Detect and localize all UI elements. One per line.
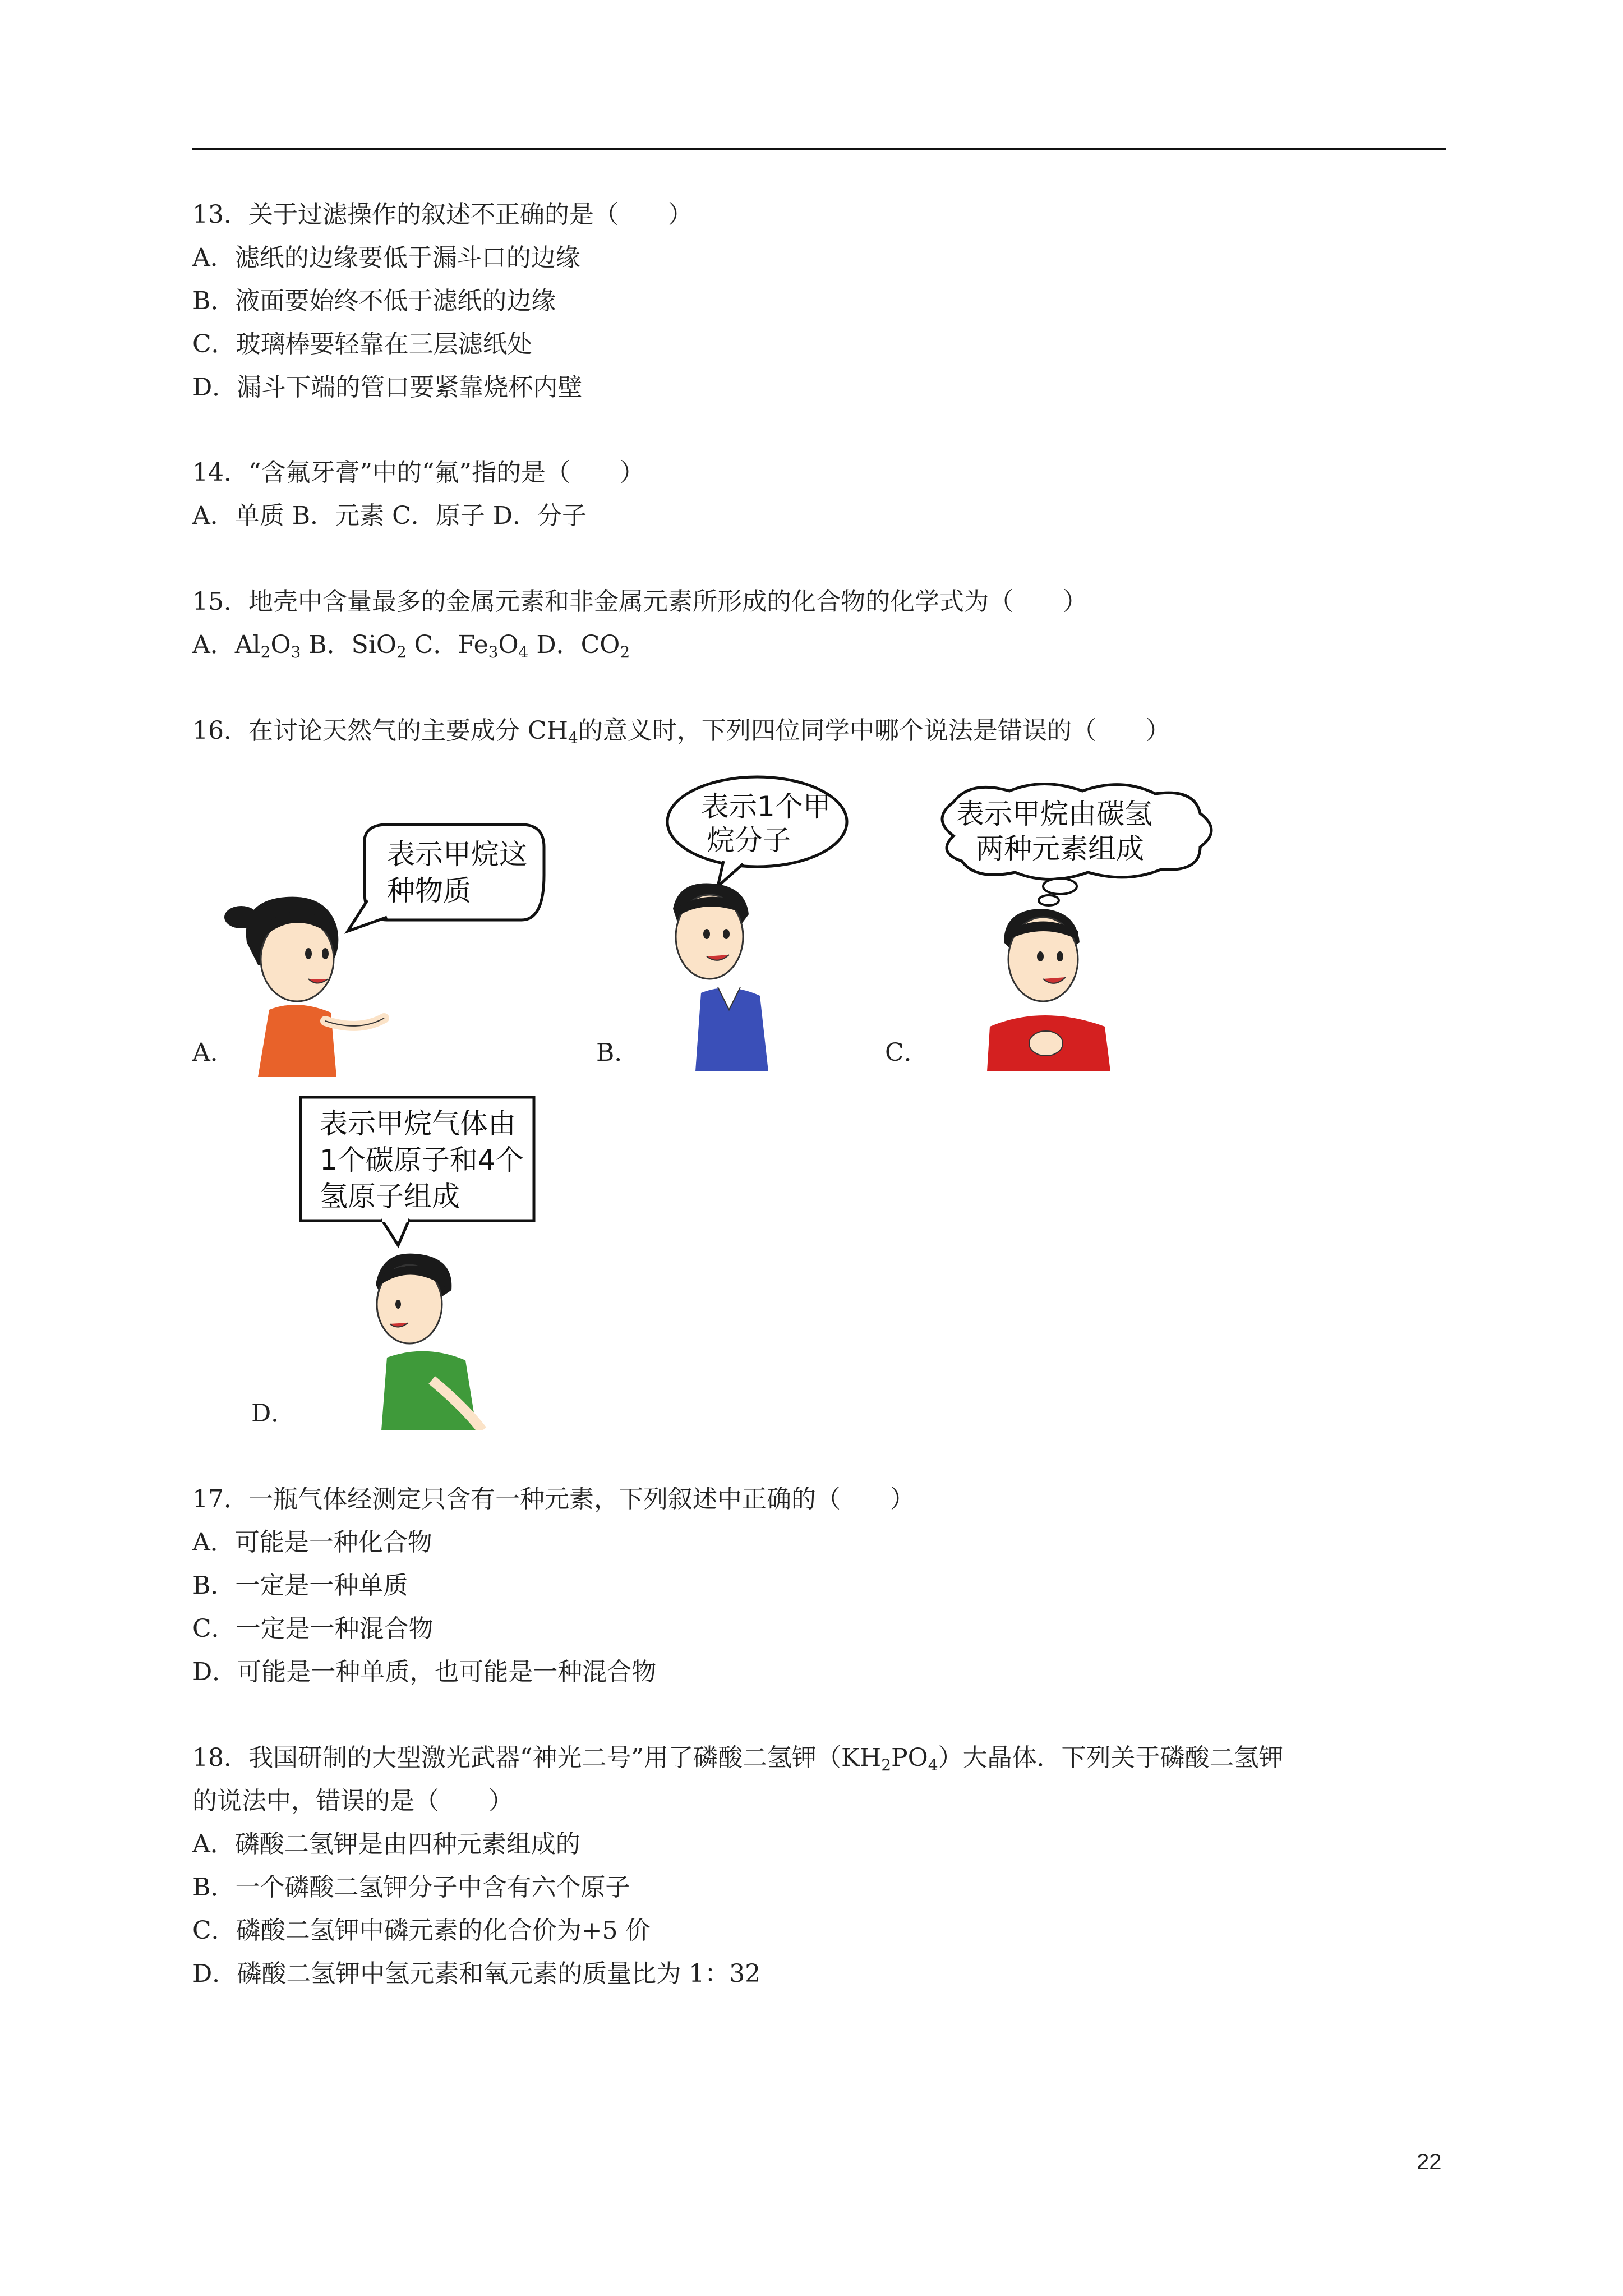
bubble-d-line3: 氢原子组成 [320, 1180, 460, 1213]
q17-option-d: D．可能是一种单质，也可能是一种混合物 [192, 1658, 657, 1686]
q16-stem: 16．在讨论天然气的主要成分 $CH_4$的意义时，下列四位同学中哪个说法是错误的（ ） [192, 716, 1170, 747]
page-number: 22 [1417, 2150, 1442, 2174]
header-rule [192, 148, 1446, 150]
boy-b-figure [673, 884, 768, 1071]
q18-option-b: B．一个磷酸二氢钾分子中含有六个原子 [192, 1873, 630, 1902]
q18-stem: 18．我国研制的大型激光武器“神光二号”用了磷酸二氢钾$(KH_2PO_4)$大晶体．下列关于磷酸二氢钾 [192, 1743, 1284, 1774]
cartoon-d-boy [297, 1094, 544, 1430]
boy-c-figure [987, 909, 1110, 1071]
q17-option-c: C．一定是一种混合物 [192, 1614, 434, 1643]
q14-stem: 14．“含氟牙膏”中的“氟”指的是（ ） [192, 458, 644, 487]
bubble-a-line2: 种物质 [387, 875, 471, 907]
q18-option-c: C．磷酸二氢钾中磷元素的化合价为+5 价 [192, 1916, 651, 1945]
bubble-b-line1: 表示1个甲 [701, 790, 831, 823]
bubble-c-line1: 表示甲烷由碳氢 [956, 798, 1152, 830]
q16-label-b: B． [596, 1038, 639, 1067]
q13-option-a: A．滤纸的边缘要低于漏斗口的边缘 [192, 243, 580, 272]
bubble-b-line2: 烷分子 [707, 824, 791, 857]
cartoon-c-boy [931, 780, 1223, 1071]
q13-stem: 13．关于过滤操作的叙述不正确的是（ ） [192, 200, 693, 229]
q15-stem: 15．地壳中含量最多的金属元素和非金属元素所形成的化合物的化学式为（ ） [192, 587, 1087, 616]
q16-label-c: C． [885, 1038, 929, 1067]
boy-d-figure [376, 1254, 482, 1430]
q18-stem-line2: 的说法中，错误的是（ ） [192, 1787, 513, 1815]
q15-options: A．$Al_2O_3$ B．SiO$_2$ C．$Fe_3O_4$ D．$CO_2$ [192, 631, 630, 661]
q16-label-d: D． [251, 1399, 296, 1428]
bubble-d-line2: 1个碳原子和4个 [320, 1144, 524, 1176]
q16-label-a: A． [192, 1038, 235, 1067]
q18-option-a: A．磷酸二氢钾是由四种元素组成的 [192, 1830, 580, 1858]
q18-option-d: D．磷酸二氢钾中氢元素和氧元素的质量比为 1：32 [192, 1959, 761, 1988]
q17-option-a: A．可能是一种化合物 [192, 1528, 432, 1557]
q13-option-c: C．玻璃棒要轻靠在三层滤纸处 [192, 330, 532, 358]
bubble-d-line1: 表示甲烷气体由 [320, 1107, 516, 1140]
q17-option-b: B．一定是一种单质 [192, 1571, 408, 1600]
q13-option-b: B．液面要始终不低于滤纸的边缘 [192, 287, 556, 315]
boy-d-shirt [381, 1351, 477, 1430]
cartoon-a-girl [224, 819, 561, 1077]
bubble-a-line1: 表示甲烷这 [387, 838, 527, 871]
bubble-c-line2: 两种元素组成 [976, 832, 1144, 865]
cartoon-b-boy [639, 774, 852, 1071]
q14-options: A．单质 B．元素 C．原子 D．分子 [192, 501, 587, 530]
q17-stem: 17．一瓶气体经测定只含有一种元素，下列叙述中正确的（ ） [192, 1485, 915, 1513]
q13-option-d: D．漏斗下端的管口要紧靠烧杯内壁 [192, 373, 583, 402]
girl-shirt [258, 1005, 336, 1077]
